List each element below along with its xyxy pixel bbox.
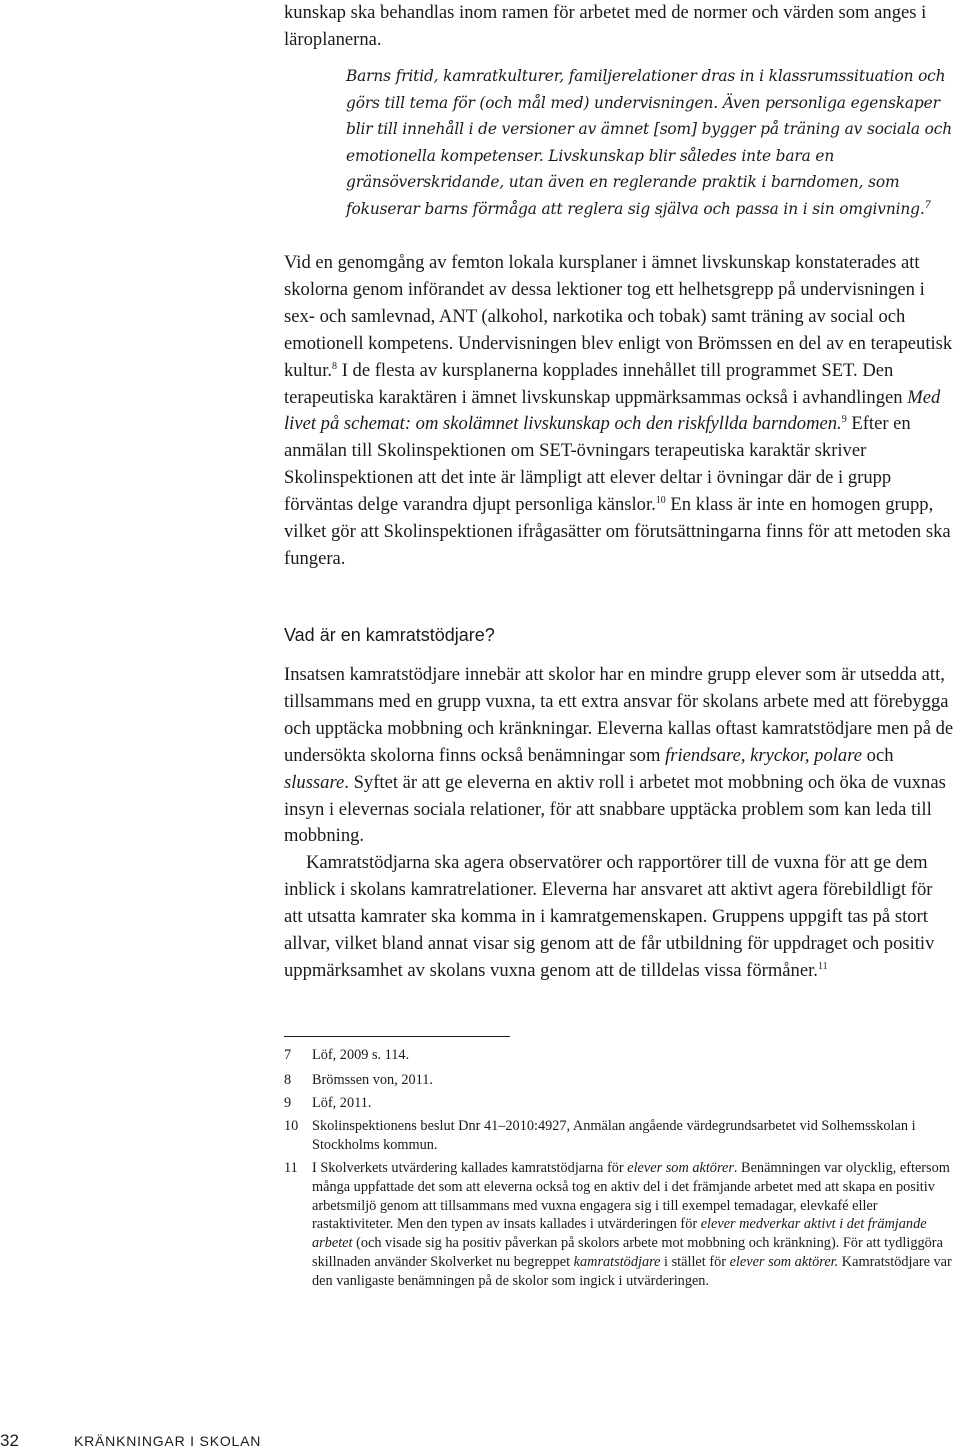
- footnote-text: [312, 1159, 960, 1291]
- block-quote: [284, 63, 954, 222]
- paragraph-kamratstodjare: [284, 662, 954, 850]
- footnote-8: [284, 1071, 960, 1090]
- footnote-11: [284, 1159, 960, 1291]
- para2-terms: friendsare, kryckor, polare: [665, 744, 863, 766]
- fn11-text-e: (och visade sig ha positiv påverkan på skolors arbete mot mobbning och kränkning). För att tydliggöra skillnaden använder Skolverket nu begreppet: [312, 1235, 943, 1270]
- para1-text-4: En klass är inte en homogen grupp, vilket gör att Skolinspektionen ifrågasätter om förutsättningarna finns för att metoden ska fungera.: [284, 494, 951, 569]
- para3-text: Kamratstödjarna ska agera observatörer och rapportörer till de vuxna för att ge dem inblick i skolans kamratrelationer. Eleverna har ansvaret att aktivt agera förebildligt för att utsatta kamrater ska komma in i kamratgemenskapen. Gruppens uppgift tas på stort allvar, vilket bland annat visar sig genom att de får utbildning för uppdraget och positiv uppmärksamhet av skolans vuxna genom att de tilldelas vissa förmåner.: [284, 852, 935, 981]
- para1-text-1: Vid en genomgång av femton lokala kursplaner i ämnet livskunskap konstaterades att skolorna genom införandet av dessa lektioner tog ett helhetsgrepp på undervisningen i sex- och samlevnad, ANT (alkohol, narkotika och tobak) samt träning av social och emotionell kompetens. Undervisningen blev enligt von Brömssen en del av en terapeutisk kultur.: [284, 252, 953, 381]
- fn11-italic-h: elever som aktörer.: [729, 1253, 839, 1270]
- paragraph-observatorer: [284, 850, 954, 985]
- dissertation-title: Med livet på schemat: om skolämnet livskunskap och den riskfyllda barndomen.: [284, 386, 941, 435]
- quote-paragraph: [284, 63, 954, 222]
- section-header: [284, 625, 954, 646]
- footnote-number: 8: [284, 1072, 292, 1088]
- para1-text-3: Efter en anmälan till Skolinspektionen om SET-övningars terapeutiska karaktär skriver Skolinspektionen att det inte är lämpligt att elever deltar i övningar där de i grupp förväntas delge varandra djupt personliga känslor.: [284, 413, 911, 516]
- fn11-text-i: Kamratstödjare var den vanligaste benämningen på de skolor som ingick i utvärderingen.: [312, 1253, 952, 1289]
- footnote-number: 10: [284, 1118, 299, 1134]
- footnote-text: Löf, 2009 s. 114.: [312, 1047, 410, 1063]
- footnote-text: Skolinspektionens beslut Dnr 41–2010:4927, Anmälan angående värdegrundsarbetet vid Solhemsskolan i Stockholms kommun.: [312, 1118, 916, 1153]
- para2-text-3: . Syftet är att ge eleverna en aktiv roll i arbetet mot mobbning och öka de vuxnas insyn i elevernas sociala relationer, för att snabbare upptäcka problem som kan leda till mobbning.: [284, 771, 946, 847]
- footnote-number: 11: [284, 1160, 298, 1176]
- body-paragraph: [284, 250, 954, 573]
- footnote-ref-10: 10: [655, 494, 666, 506]
- para2-text-2: och: [862, 744, 894, 766]
- body-paragraph: [284, 662, 954, 850]
- para2-term-slussare: slussare: [284, 771, 345, 793]
- footnote-number: 7: [284, 1047, 292, 1063]
- intro-block: [284, 0, 954, 54]
- fn11-italic-f: kamratstödjare: [573, 1253, 661, 1270]
- footnote-ref-8: 8: [332, 360, 338, 372]
- footnote-9: [284, 1094, 960, 1113]
- intro-paragraph: kunskap ska behandlas inom ramen för arbetet med de normer och värden som anges i läroplanerna.: [284, 2, 927, 50]
- footnote-10: [284, 1117, 960, 1155]
- section-heading: Vad är en kamratstödjare?: [284, 625, 495, 645]
- fn11-text-c: . Benämningen var olycklig, eftersom många uppfattade det som att eleverna också tog en aktiv del i det främjande arbetet med att skapa en positiv arbetsmiljö genom att tillsammans med vuxna engagera sig i till exempel temadagar, elevkafé eller rastaktiviteter. Men den typen av insats kallades i utvärderingen för: [312, 1160, 950, 1233]
- fn11-text-g: i stället för: [660, 1253, 730, 1270]
- fn11-text-a: I Skolverkets utvärdering kallades kamratstödjarna för: [312, 1160, 628, 1176]
- footnote-text: Brömssen von, 2011.: [312, 1072, 433, 1088]
- para2-text-1: Insatsen kamratstödjare innebär att skolor har en mindre grupp elever som är utsedda att, tillsammans med en grupp vuxna, ta ett extra ansvar för skolans arbete med att förebygga och upptäcka mobbning och kränkningar. Eleverna kallas oftast kamratstödjare men på de undersökta skolorna finns också benämningar som: [284, 664, 954, 766]
- paragraph-livskunskap: [284, 250, 954, 573]
- footnote-divider: [284, 1036, 510, 1037]
- body-paragraph: [284, 850, 954, 985]
- page-footer: [0, 1431, 960, 1449]
- footnote-text: Löf, 2011.: [312, 1095, 372, 1111]
- footnote-ref-11: 11: [817, 960, 828, 972]
- footnote-7: [284, 1046, 960, 1065]
- fn11-italic-b: elever som aktörer: [627, 1160, 734, 1176]
- fn11-italic-d: elever medverkar aktivt i det främjande arbetet: [312, 1216, 927, 1252]
- footnote-number: 9: [284, 1095, 292, 1111]
- quote-text: Barns fritid, kamratkulturer, familjerelationer dras in i klassrumssituation och görs till tema för (och mål med) undervisningen. Även personliga egenskaper blir till innehåll i de versioner av ämnet [som] bygger på träning av sociala och emotionella kompetenser. Livskunskap blir således inte bara en gränsöverskridande, utan även en reglerande praktik i barndomen, som fokuserar barns förmåga att reglera sig själva och passa in i sin omgivning.: [346, 67, 952, 218]
- page-number: 32: [0, 1431, 19, 1450]
- footnote-ref-9: 9: [841, 414, 847, 426]
- running-title: KRÄNKNINGAR I SKOLAN: [74, 1433, 262, 1449]
- para1-text-2: I de flesta av kursplanerna kopplades innehållet till programmet SET. Den terapeutiska karaktären i ämnet livskunskap uppmärksammas också i avhandlingen: [284, 359, 908, 408]
- footnote-ref-7: 7: [924, 199, 931, 211]
